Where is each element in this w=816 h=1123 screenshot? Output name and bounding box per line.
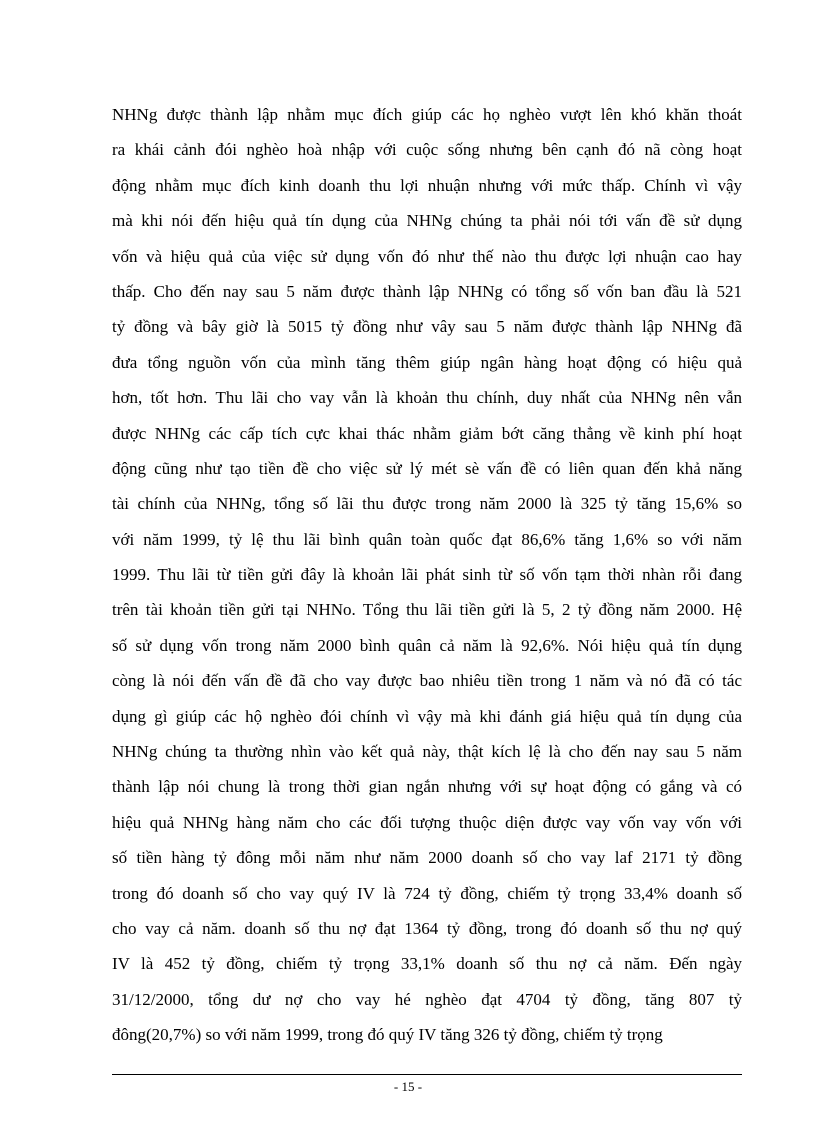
text-line: tài chính của NHNg, tổng số lãi thu được trong năm 2000 là 325 tỷ tăng 15,6% so [112,494,742,514]
footer-divider [112,1074,742,1075]
text-line: dụng gì giúp các hộ nghèo đói chính vì vậy mà khi đánh giá hiệu quả tín dụng của [112,706,742,726]
text-line: mà khi nói đến hiệu quả tín dụng của NHNg chúng ta phải nói tới vấn đề sử dụng [112,211,742,231]
text-line: động cũng như tạo tiền đề cho việc sử lý mét sè vấn đề có liên quan đến khả năng [112,458,742,478]
page-number: - 15 - [393,1079,423,1094]
text-line: 31/12/2000, tổng dư nợ cho vay hé nghèo đạt 4704 tỷ đồng, tăng 807 tỷ [112,989,742,1009]
text-line: số sử dụng vốn trong năm 2000 bình quân cả năm là 92,6%. Nói hiệu quả tín dụng [112,635,742,655]
text-line: hiệu quả NHNg hàng năm cho các đối tượng thuộc diện được vay vốn vay vốn với [112,812,742,832]
text-line: trên tài khoản tiền gửi tại NHNo. Tổng thu lãi tiền gửi là 5, 2 tỷ đồng năm 2000. Hệ [112,600,742,620]
text-line: thấp. Cho đến nay sau 5 năm được thành lập NHNg có tổng số vốn ban đầu là 521 [112,281,742,301]
text-line: số tiền hàng tỷ đông mỗi năm như năm 2000 doanh số cho vay laf 2171 tỷ đồng [112,848,742,868]
text-line: tỷ đồng và bây giờ là 5015 tỷ đồng như vây sau 5 năm được thành lập NHNg đã [112,317,742,337]
text-line: NHNg chúng ta thường nhìn vào kết quả này, thật kích lệ là cho đến nay sau 5 năm [112,742,742,762]
body-text [112,97,742,1053]
text-line: IV là 452 tỷ đồng, chiếm tỷ trọng 33,1% doanh số thu nợ cả năm. Đến ngày [112,954,742,974]
text-line: động nhằm mục đích kinh doanh thu lợi nhuận nhưng với mức thấp. Chính vì vậy [112,175,742,195]
text-line: đông(20,7%) so với năm 1999, trong đó quý IV tăng 326 tỷ đồng, chiếm tỷ trọng [112,1025,663,1045]
text-line: thành lập nói chung là trong thời gian ngắn nhưng với sự hoạt động có gắng và có [112,777,742,797]
text-line: cho vay cả năm. doanh số thu nợ đạt 1364 tỷ đồng, trong đó doanh số thu nợ quý [112,918,742,938]
text-line: hơn, tốt hơn. Thu lãi cho vay vẫn là khoản thu chính, duy nhất của NHNg nên vẫn [112,388,742,408]
text-line: ra khái cảnh đói nghèo hoà nhập với cuộc sống nhưng bên cạnh đó nã còng hoạt [112,140,742,160]
text-line: với năm 1999, tỷ lệ thu lãi bình quân toàn quốc đạt 86,6% tăng 1,6% so với năm [112,529,742,549]
text-line: trong đó doanh số cho vay quý IV là 724 tỷ đồng, chiếm tỷ trọng 33,4% doanh số [112,883,742,903]
text-line: vốn và hiệu quả của việc sử dụng vốn đó như thế nào thu được lợi nhuận cao hay [112,246,742,266]
text-line: được NHNg các cấp tích cực khai thác nhằm giảm bớt căng thẳng về kinh phí hoạt [112,423,742,443]
text-line: 1999. Thu lãi từ tiền gửi đây là khoản lãi phát sinh từ số vốn tạm thời nhàn rỗi đang [112,565,742,585]
text-line: NHNg được thành lập nhằm mục đích giúp các họ nghèo vượt lên khó khăn thoát [112,105,742,124]
text-line: còng là nói đến vấn đề đã cho vay được bao nhiêu tiền trong 1 năm và nó đã có tác [112,671,742,691]
text-line: đưa tổng nguồn vốn của mình tăng thêm giúp ngân hàng hoạt động có hiệu quả [112,352,742,372]
